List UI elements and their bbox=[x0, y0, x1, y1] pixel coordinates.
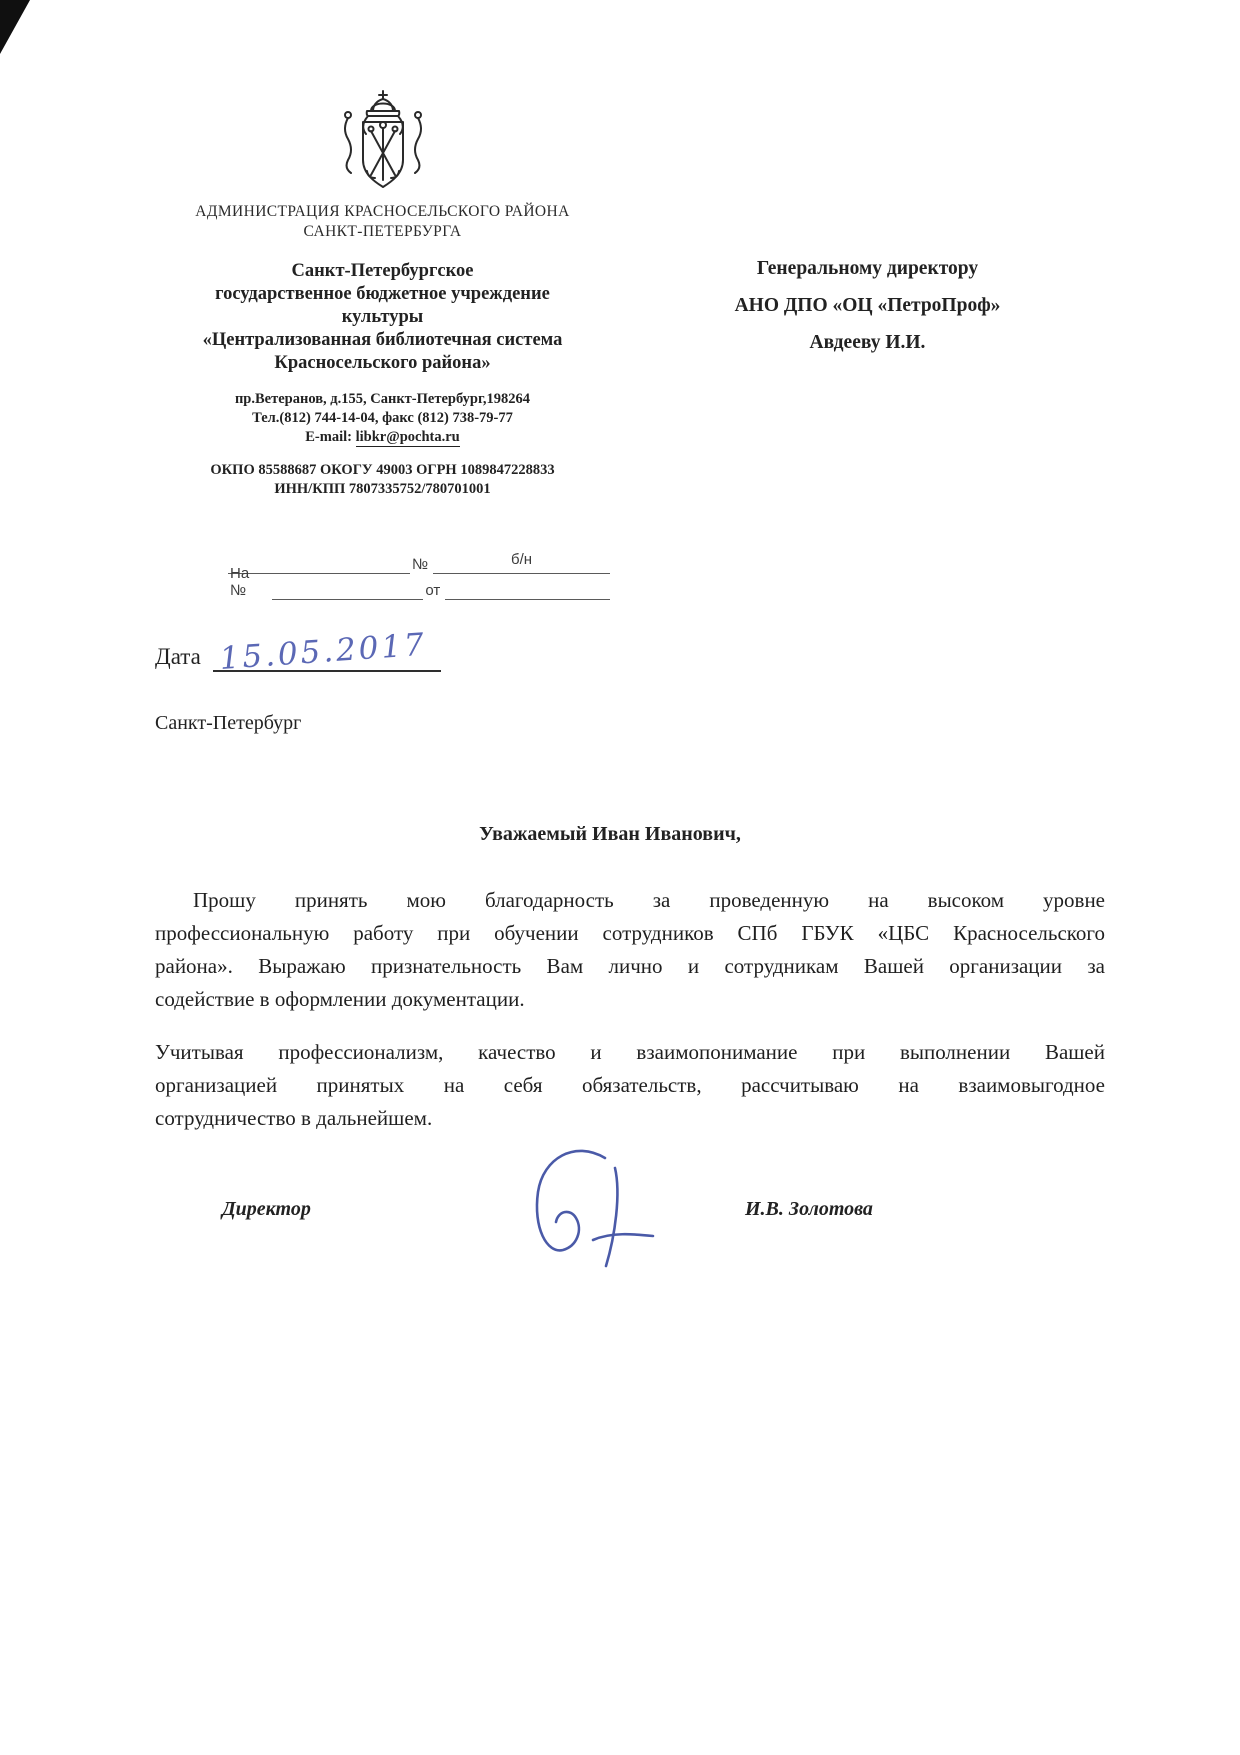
body-line: района». Выражаю признательность Вам лично и сотрудникам Вашей организации за bbox=[155, 954, 1105, 978]
inn-kpp-line: ИНН/КПП 7807335752/780701001 bbox=[274, 481, 491, 497]
recipient-name: Авдееву И.И. bbox=[809, 332, 926, 353]
recipient-organization: АНО ДПО «ОЦ «ПетроПроф» bbox=[734, 295, 1001, 316]
contact-block bbox=[120, 390, 645, 447]
outgoing-number-row bbox=[228, 548, 610, 574]
outgoing-number-value: б/н bbox=[433, 551, 610, 574]
organization-name bbox=[120, 260, 645, 375]
incoming-number-row bbox=[228, 565, 610, 600]
letterhead bbox=[120, 88, 645, 499]
recipient-block bbox=[695, 250, 1040, 361]
recipient-position: Генеральному директору bbox=[756, 258, 979, 279]
admin-line-2: САНКТ-ПЕТЕРБУРГА bbox=[303, 223, 462, 240]
city-line: Санкт-Петербург bbox=[155, 712, 302, 734]
body-paragraph-2 bbox=[155, 1036, 1105, 1135]
org-line: Санкт-Петербургское bbox=[291, 261, 474, 281]
incoming-number-blank bbox=[272, 577, 424, 600]
org-line: «Централизованная библиотечная система bbox=[202, 330, 563, 350]
salutation: Уважаемый Иван Иванович, bbox=[479, 823, 741, 845]
from-label: от bbox=[425, 582, 441, 599]
body-line: организацией принятых на себя обязательств, рассчитываю на взаимовыгодное bbox=[155, 1073, 1105, 1097]
registry-codes bbox=[120, 461, 645, 499]
body-line: профессиональную работу при обучении сотрудников СПб ГБУК «ЦБС Красносельского bbox=[155, 921, 1105, 945]
handwritten-date: 15.05.2017 bbox=[218, 626, 428, 677]
signer-title: Директор bbox=[222, 1198, 311, 1220]
incoming-date-blank bbox=[445, 577, 610, 600]
email-label: E-mail: bbox=[305, 429, 352, 445]
org-line: Красносельского района» bbox=[274, 353, 491, 373]
admin-line-1: АДМИНИСТРАЦИЯ КРАСНОСЕЛЬСКОГО РАЙОНА bbox=[195, 203, 570, 220]
email-line bbox=[120, 428, 645, 447]
handwritten-signature bbox=[523, 1138, 683, 1278]
body-line: Прошу принять мою благодарность за проведенную на высоком уровне bbox=[193, 888, 1105, 912]
org-line: государственное бюджетное учреждение bbox=[215, 284, 550, 304]
body-line: содействие в оформлении документации. bbox=[155, 987, 525, 1011]
scan-corner-artifact bbox=[0, 0, 30, 54]
date-blank-line bbox=[213, 626, 441, 677]
reference-block bbox=[228, 548, 610, 600]
signer-name: И.В. Золотова bbox=[745, 1198, 873, 1220]
org-line: культуры bbox=[341, 307, 424, 327]
body-line: Учитывая профессионализм, качество и взаимопонимание при выполнении Вашей bbox=[155, 1040, 1105, 1064]
email-address: libkr@pochta.ru bbox=[355, 429, 460, 445]
body-line: сотрудничество в дальнейшем. bbox=[155, 1106, 433, 1130]
date-label: Дата bbox=[155, 644, 201, 669]
coat-of-arms-icon bbox=[333, 88, 433, 194]
reply-to-label: На № bbox=[230, 565, 250, 599]
phone-fax: Тел.(812) 744-14-04, факс (812) 738-79-77 bbox=[252, 410, 513, 426]
okpo-ogrn-line: ОКПО 85588687 ОКОГУ 49003 ОГРН 1089847228833 bbox=[210, 462, 555, 478]
body-paragraph-1 bbox=[155, 884, 1105, 1016]
number-sign-label: № bbox=[411, 556, 429, 573]
date-row bbox=[155, 626, 441, 677]
postal-address: пр.Ветеранов, д.155, Санкт-Петербург,198264 bbox=[234, 391, 531, 407]
